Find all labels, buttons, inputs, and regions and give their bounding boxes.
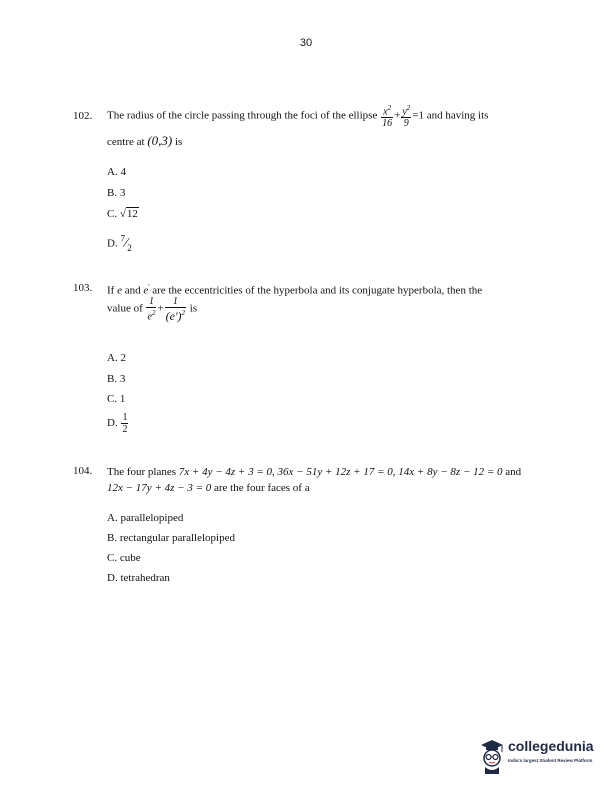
sqrt-12: √12 bbox=[119, 208, 138, 220]
q102-option-b: B. 3 bbox=[107, 187, 126, 199]
plane-2: 36x − 51y + 12z + 17 = 0 bbox=[277, 466, 393, 478]
question-103-number: 103. bbox=[73, 282, 93, 294]
question-104-number: 104. bbox=[73, 465, 93, 477]
logo-wordmark: collegedunia bbox=[508, 738, 594, 754]
graduate-mascot-icon bbox=[478, 736, 506, 776]
q103-option-c: C. 1 bbox=[107, 393, 126, 405]
plane-3: 14x + 8y − 8z − 12 = 0 bbox=[398, 466, 503, 478]
logo-tagline: India's largest Student Review Platform bbox=[508, 758, 593, 763]
ellipse-x-term: $\frac{x^2}{16}$ bbox=[382, 104, 393, 130]
question-102-line2: centre at (0,3) is bbox=[107, 133, 183, 148]
q103-option-d: D. $\frac{1}{2}$ bbox=[107, 412, 128, 435]
question-104-line2: 12x − 17y + 4z − 3 = 0 are the four faces of a bbox=[107, 482, 310, 494]
question-103-line1: If e and e' are the eccentricities of the hyperbola and its conjugate hyperbola, then the bbox=[107, 283, 483, 297]
q104-option-b: B. rectangular parallelopiped bbox=[107, 532, 235, 544]
fraction-1-2: $\frac{1}{2}$ bbox=[122, 412, 128, 435]
q104-option-c: C. cube bbox=[107, 552, 141, 564]
question-104-line1: The four planes 7x + 4y − 4z + 3 = 0, 36x − 51y + 12z + 17 = 0, 14x + 8y − 8z − 12 = 0 and bbox=[107, 466, 522, 478]
q102-text-before: The radius of the circle passing through the foci of the ellipse bbox=[107, 109, 378, 122]
plane-4: 12x − 17y + 4z − 3 = 0 bbox=[107, 482, 212, 494]
q102-option-d: D. $^7⁄_2$ bbox=[107, 233, 132, 253]
plus-sign: + bbox=[394, 109, 401, 122]
question-103-line2: value of $\frac{1}{e^2}$ + $\frac{1}{(e')^2}$ is bbox=[107, 296, 198, 324]
fraction-7-2: $^7⁄_2$ bbox=[120, 233, 132, 253]
q102-text-after: and having its bbox=[426, 109, 489, 122]
centre-point: (0,3) bbox=[147, 133, 173, 148]
collegedunia-logo bbox=[478, 736, 603, 778]
ellipse-y-term: $\frac{y^2}{9}$ bbox=[402, 104, 411, 130]
question-102-number: 102. bbox=[73, 110, 93, 122]
fraction-1-over-eprime2: $\frac{1}{(e')^2}$ bbox=[165, 296, 186, 324]
q104-option-a: A. parallelopiped bbox=[107, 512, 184, 524]
fraction-1-over-e2: $\frac{1}{e^2}$ bbox=[147, 296, 156, 323]
q103-option-b: B. 3 bbox=[107, 373, 126, 385]
q104-option-d: D. tetrahedran bbox=[107, 572, 170, 584]
plane-1: 7x + 4y − 4z + 3 = 0 bbox=[178, 466, 273, 478]
q102-option-c: C. √12 bbox=[107, 208, 138, 220]
page-number: 30 bbox=[299, 37, 313, 49]
q102-option-a: A. 4 bbox=[107, 166, 126, 178]
question-102-line1 bbox=[107, 103, 547, 129]
q103-option-a: A. 2 bbox=[107, 352, 126, 364]
ellipse-rhs: =1 bbox=[412, 109, 424, 122]
